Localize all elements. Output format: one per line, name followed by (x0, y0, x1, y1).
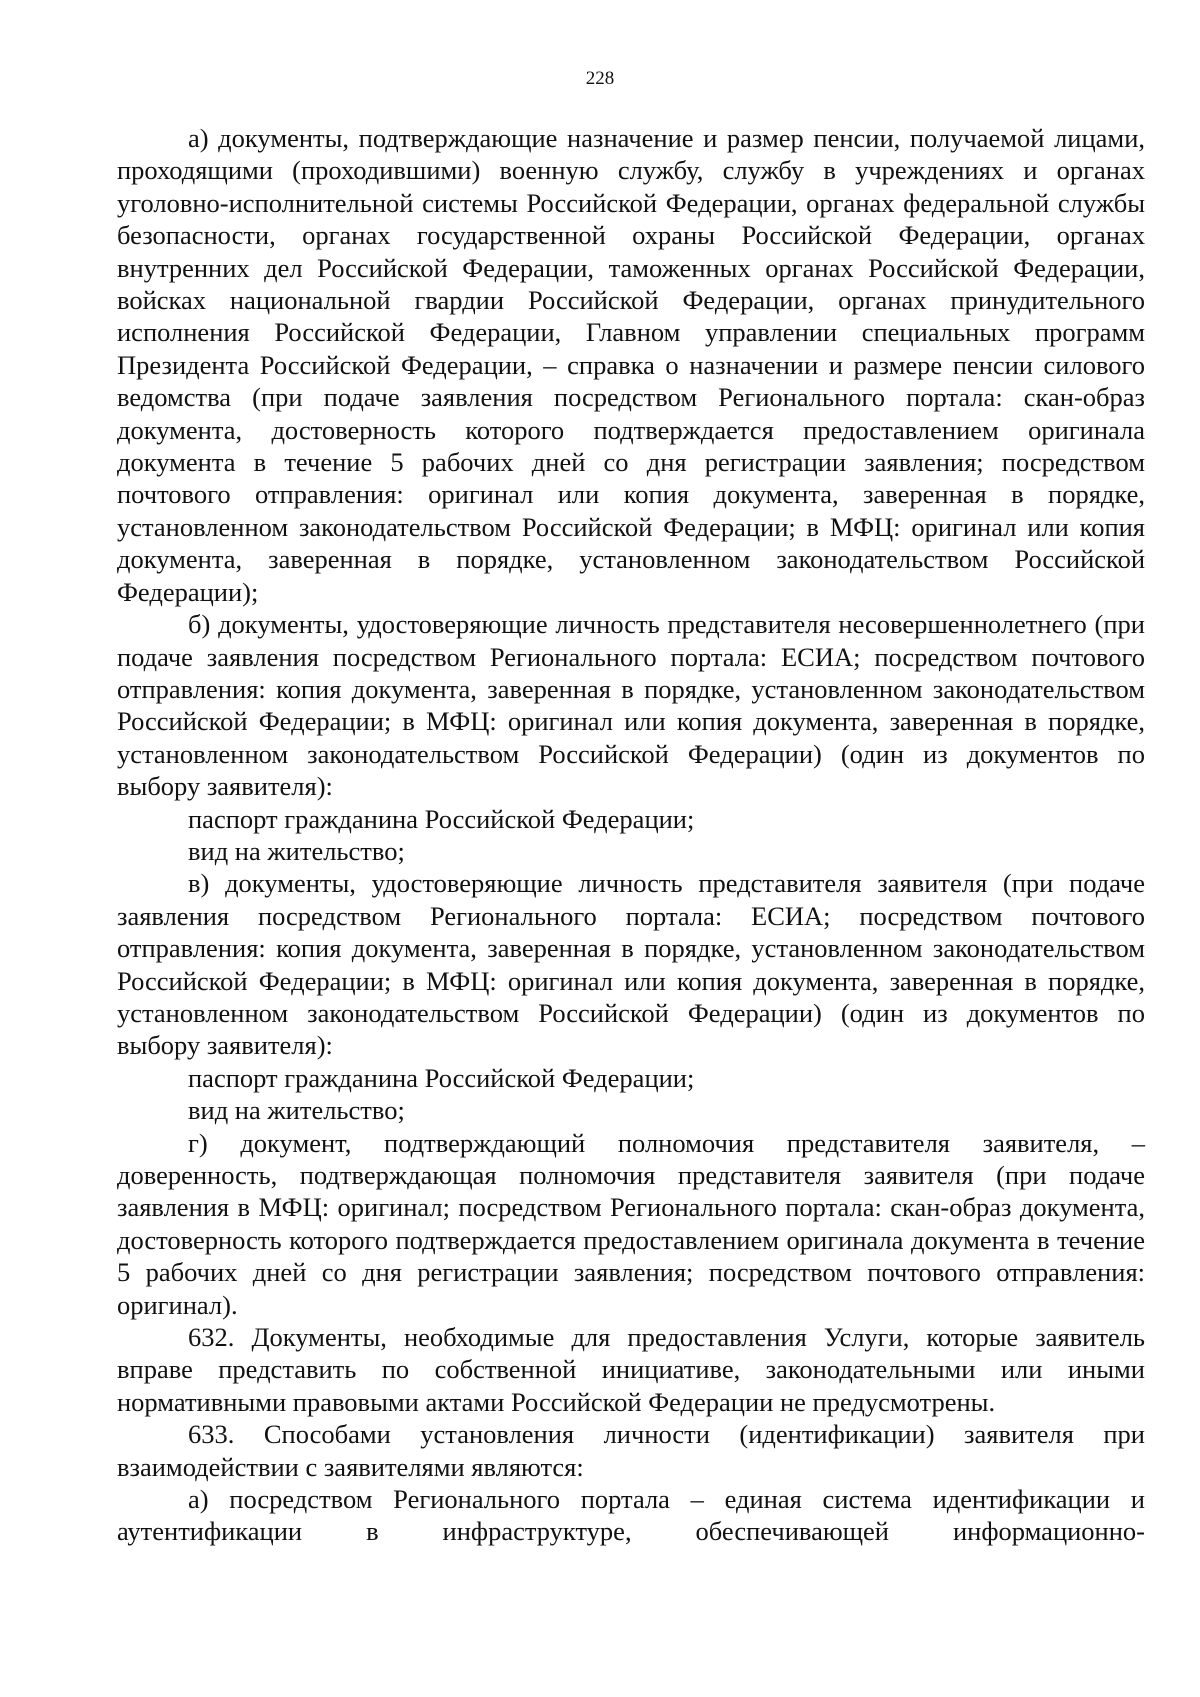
list-item-residence-permit: вид на жительство; (188, 835, 405, 866)
document-body (117, 122, 1145, 1548)
paragraph-g-power-of-attorney: г) документ, подтверждающий полномочия представителя заявителя, – доверенность, подтверждающая полномочия представителя заявителя (при подаче заявления в МФЦ: оригинал; посредством Регионального портала: скан-образ документа, достоверность которого подтверждается предоставлением оригинала документа в течение 5 рабочих дней со дня регистрации заявления; посредством почтового отправления: оригинал). (117, 1127, 1145, 1320)
paragraph-a-pension-documents: а) документы, подтверждающие назначение и размер пенсии, получаемой лицами, проходящими (проходившими) военную службу, службу в учреждениях и органах уголовно-исполнительной системы Российской Федерации, органах федеральной службы безопасности, органах государственной охраны Российской Федерации, органах внутренних дел Российской Федерации, таможенных органах Российской Федерации, войсках национальной гвардии Российской Федерации, органах принудительного исполнения Российской Федерации, Главном управлении специальных программ Президента Российской Федерации, – справка о назначении и размере пенсии силового ведомства (при подаче заявления посредством Регионального портала: скан-образ документа, достоверность которого подтверждается предоставлением оригинала документа в течение 5 рабочих дней со дня регистрации заявления; посредством почтового отправления: оригинал или копия документа, заверенная в порядке, установленном законодательством Российской Федерации; в МФЦ: оригинал или копия документа, заверенная в порядке, установленном законодательством Российской Федерации); (117, 123, 1145, 607)
paragraph-a-regional-portal-identification: а) посредством Регионального портала – единая система идентификации и аутентификации в инфраструктуре, обеспечивающей информационно- (117, 1484, 1145, 1547)
list-item-residence-permit: вид на жительство; (188, 1095, 405, 1126)
clause-633: 633. Способами установления личности (идентификации) заявителя при взаимодействии с заявителями являются: (117, 1419, 1145, 1482)
list-item-passport: паспорт гражданина Российской Федерации; (188, 803, 695, 834)
clause-632: 632. Документы, необходимые для предоставления Услуги, которые заявитель вправе представить по собственной инициативе, законодательными или иными нормативными правовыми актами Российской Федерации не предусмотрены. (117, 1322, 1145, 1417)
list-item-passport: паспорт гражданина Российской Федерации; (188, 1062, 695, 1093)
paragraph-v-applicant-representative-id: в) документы, удостоверяющие личность представителя заявителя (при подаче заявления посредством Регионального портала: ЕСИА; посредством почтового отправления: копия документа, заверенная в порядке, установленном законодательством Российской Федерации; в МФЦ: оригинал или копия документа, заверенная в порядке, установленном законодательством Российской Федерации) (один из документов по выбору заявителя): (117, 868, 1145, 1061)
paragraph-b-minor-representative-id: б) документы, удостоверяющие личность представителя несовершеннолетнего (при подаче заявления посредством Регионального портала: ЕСИА; посредством почтового отправления: копия документа, заверенная в порядке, установленном законодательством Российской Федерации; в МФЦ: оригинал или копия документа, заверенная в порядке, установленном законодательством Российской Федерации) (один из документов по выбору заявителя): (117, 609, 1145, 802)
page-number: 228 (585, 68, 615, 89)
